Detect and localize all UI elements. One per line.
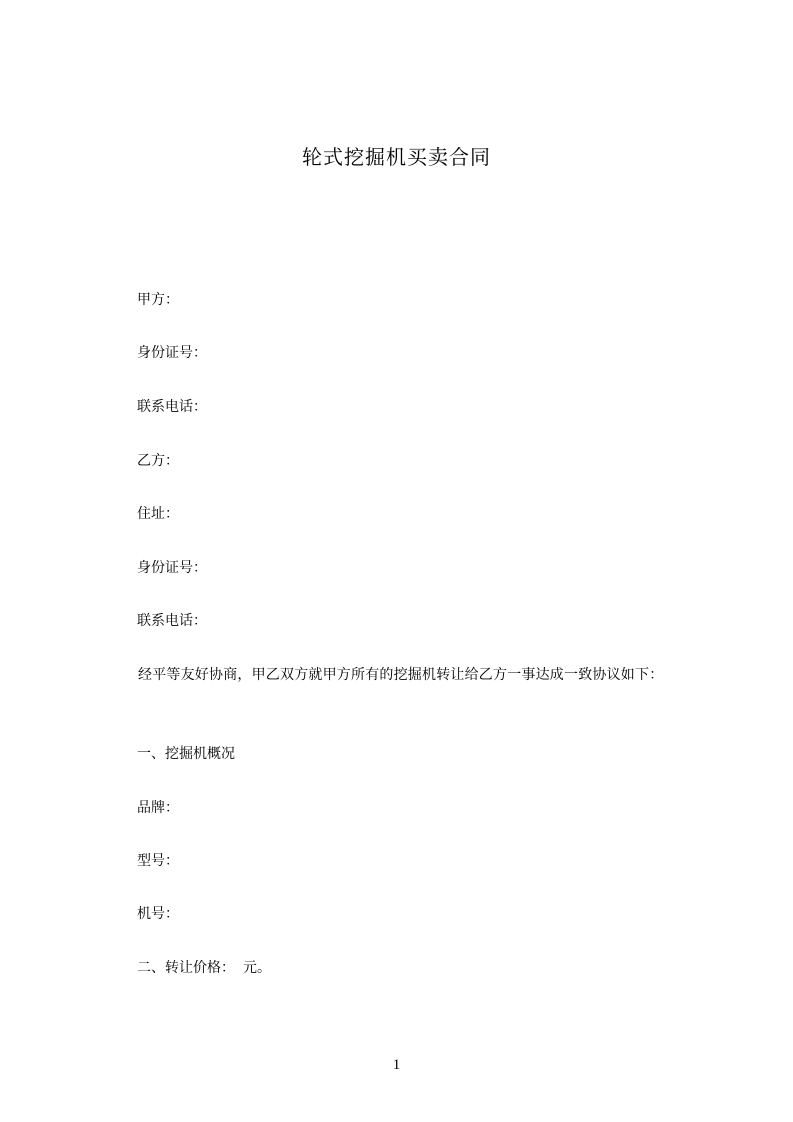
party-b-address-label: 住址： [137,506,179,522]
serial-number-label: 机号： [137,906,179,922]
brand-label: 品牌： [137,800,179,816]
party-a-name-label: 甲方： [137,292,179,308]
price-line [137,958,271,978]
party-b-id-label: 身份证号： [137,560,207,576]
document-title: 轮式挖掘机买卖合同 [302,145,491,169]
party-b-name-label: 乙方： [137,453,179,469]
party-a-id-label: 身份证号： [137,345,207,361]
intro-paragraph: 经平等友好协商，甲乙双方就甲方所有的挖掘机转让给乙方一事达成一致协议如下： [138,667,664,683]
page-number: 1 [392,1057,401,1073]
party-a-phone-label: 联系电话： [137,399,207,415]
party-b-phone-label: 联系电话： [137,613,207,629]
price-unit: 元。 [243,960,271,976]
price-heading: 二、转让价格： [137,960,235,976]
section-1-heading: 一、挖掘机概况 [137,746,235,762]
model-label: 型号： [137,853,179,869]
